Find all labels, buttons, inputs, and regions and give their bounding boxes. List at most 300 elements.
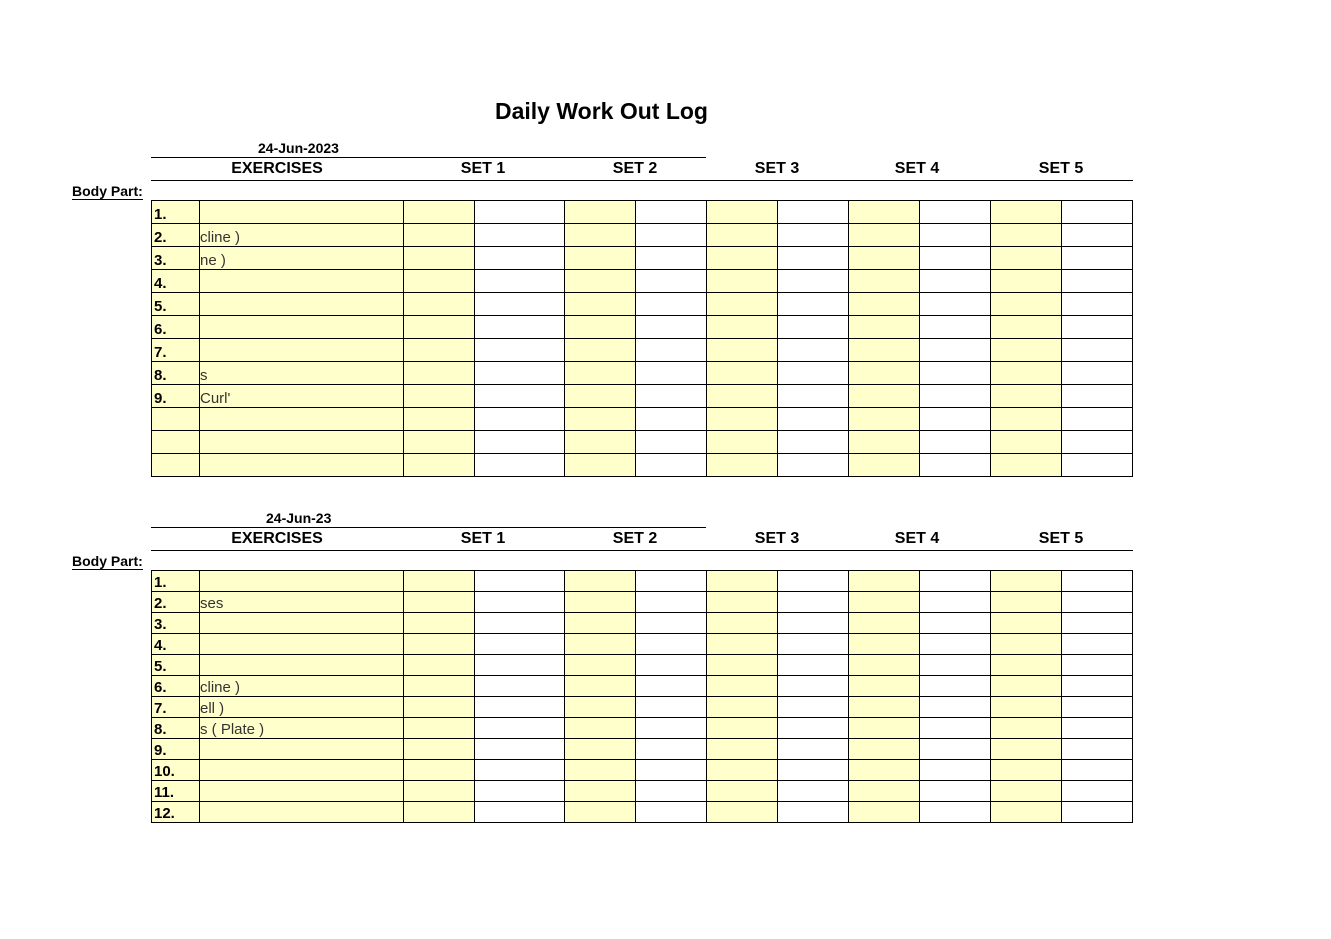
set1-weight-cell[interactable] [404,592,475,613]
set3-reps-cell[interactable] [778,697,849,718]
set5-reps-cell[interactable] [1062,247,1133,270]
set2-weight-cell[interactable] [565,454,636,477]
row-number: 11. [152,781,200,802]
set2-weight-cell[interactable] [565,634,636,655]
set4-weight-cell[interactable] [849,781,920,802]
set1-weight-cell[interactable] [404,802,475,823]
set5-reps-cell[interactable] [1062,613,1133,634]
set3-reps-cell[interactable] [778,718,849,739]
set1-reps-cell[interactable] [475,655,565,676]
set4-weight-cell[interactable] [849,201,920,224]
set2-reps-cell[interactable] [636,802,707,823]
set5-reps-cell[interactable] [1062,739,1133,760]
set2-reps-cell[interactable] [636,718,707,739]
set4-weight-cell[interactable] [849,697,920,718]
set4-weight-cell[interactable] [849,739,920,760]
exercise-table [151,570,1133,823]
set2-reps-cell[interactable] [636,454,707,477]
body-part-label: Body Part: [72,553,143,569]
set3-reps-cell[interactable] [778,431,849,454]
exercise-cell[interactable] [200,739,404,760]
set5-weight-cell[interactable] [991,339,1062,362]
set1-reps-cell[interactable] [475,339,565,362]
set5-reps-cell[interactable] [1062,431,1133,454]
set1-weight-cell[interactable] [404,613,475,634]
set3-reps-cell[interactable] [778,634,849,655]
set5-weight-cell[interactable] [991,270,1062,293]
set4-weight-cell[interactable] [849,760,920,781]
set4-weight-cell[interactable] [849,408,920,431]
set3-weight-cell[interactable] [707,802,778,823]
set4-weight-cell[interactable] [849,316,920,339]
set5-weight-cell[interactable] [991,247,1062,270]
set1-weight-cell[interactable] [404,293,475,316]
set3-weight-cell[interactable] [707,718,778,739]
set4-reps-cell[interactable] [920,431,991,454]
page-title: Daily Work Out Log [495,98,708,124]
set5-reps-cell[interactable] [1062,201,1133,224]
row-number: 3. [152,613,200,634]
exercise-cell[interactable] [200,655,404,676]
row-number: 12. [152,802,200,823]
set1-weight-cell[interactable] [404,201,475,224]
set1-reps-cell[interactable] [475,408,565,431]
exercise-cell[interactable]: ses [200,592,404,613]
set5-reps-cell[interactable] [1062,655,1133,676]
set5-reps-cell[interactable] [1062,293,1133,316]
set1-reps-cell[interactable] [475,634,565,655]
set5-reps-cell[interactable] [1062,634,1133,655]
set1-weight-cell[interactable] [404,655,475,676]
row-number: 8. [152,362,200,385]
set3-reps-cell[interactable] [778,385,849,408]
table-row [152,592,1133,613]
set1-reps-cell[interactable] [475,760,565,781]
set3-reps-cell[interactable] [778,655,849,676]
set1-weight-cell[interactable] [404,781,475,802]
row-number: 5. [152,655,200,676]
set2-reps-cell[interactable] [636,293,707,316]
set2-reps-cell[interactable] [636,431,707,454]
set5-reps-cell[interactable] [1062,781,1133,802]
set4-reps-cell[interactable] [920,592,991,613]
set3-weight-cell[interactable] [707,270,778,293]
set2-reps-cell[interactable] [636,781,707,802]
set5-weight-cell[interactable] [991,655,1062,676]
set5-reps-cell[interactable] [1062,385,1133,408]
set3-weight-cell[interactable] [707,316,778,339]
set2-reps-cell[interactable] [636,270,707,293]
set4-reps-cell[interactable] [920,316,991,339]
set2-reps-cell[interactable] [636,247,707,270]
set2-reps-cell[interactable] [636,760,707,781]
set2-reps-cell[interactable] [636,316,707,339]
set2-weight-cell[interactable] [565,339,636,362]
set5-reps-cell[interactable] [1062,718,1133,739]
set3-weight-cell[interactable] [707,339,778,362]
set2-weight-cell[interactable] [565,293,636,316]
set1-reps-cell[interactable] [475,293,565,316]
set1-reps-cell[interactable] [475,571,565,592]
set5-reps-cell[interactable] [1062,802,1133,823]
exercise-cell[interactable]: cline ) [200,676,404,697]
set2-reps-cell[interactable] [636,408,707,431]
exercise-cell[interactable] [200,270,404,293]
set2-header: SET 2 [612,160,658,177]
set3-reps-cell[interactable] [778,270,849,293]
set2-weight-cell[interactable] [565,697,636,718]
set3-reps-cell[interactable] [778,362,849,385]
set1-weight-cell[interactable] [404,431,475,454]
set2-weight-cell[interactable] [565,739,636,760]
set2-weight-cell[interactable] [565,571,636,592]
set4-weight-cell[interactable] [849,634,920,655]
set5-weight-cell[interactable] [991,385,1062,408]
set3-reps-cell[interactable] [778,201,849,224]
exercise-cell[interactable]: s [200,362,404,385]
table-row [152,760,1133,781]
set3-weight-cell[interactable] [707,408,778,431]
set2-reps-cell[interactable] [636,339,707,362]
row-number [152,408,200,431]
exercise-cell[interactable] [200,781,404,802]
row-number: 6. [152,316,200,339]
set1-reps-cell[interactable] [475,247,565,270]
set3-weight-cell[interactable] [707,362,778,385]
set2-weight-cell[interactable] [565,201,636,224]
set1-weight-cell[interactable] [404,634,475,655]
exercise-cell[interactable] [200,339,404,362]
set3-weight-cell[interactable] [707,676,778,697]
set3-reps-cell[interactable] [778,454,849,477]
set2-weight-cell[interactable] [565,655,636,676]
set5-reps-cell[interactable] [1062,676,1133,697]
row-number [152,431,200,454]
set1-reps-cell[interactable] [475,592,565,613]
set5-weight-cell[interactable] [991,408,1062,431]
set1-reps-cell[interactable] [475,739,565,760]
set1-reps-cell[interactable] [475,613,565,634]
exercise-cell[interactable] [200,316,404,339]
row-number: 4. [152,634,200,655]
set5-weight-cell[interactable] [991,697,1062,718]
set5-weight-cell[interactable] [991,293,1062,316]
set3-reps-cell[interactable] [778,339,849,362]
column-header-row [151,528,1133,551]
set4-reps-cell[interactable] [920,408,991,431]
set2-reps-cell[interactable] [636,697,707,718]
set4-reps-cell[interactable] [920,571,991,592]
set4-reps-cell[interactable] [920,385,991,408]
set4-reps-cell[interactable] [920,247,991,270]
set4-reps-cell[interactable] [920,339,991,362]
set2-reps-cell[interactable] [636,571,707,592]
exercise-cell[interactable]: ell ) [200,697,404,718]
set5-reps-cell[interactable] [1062,362,1133,385]
set4-reps-cell[interactable] [920,293,991,316]
set3-reps-cell[interactable] [778,760,849,781]
set2-reps-cell[interactable] [636,634,707,655]
set4-weight-cell[interactable] [849,362,920,385]
set2-weight-cell[interactable] [565,247,636,270]
set4-weight-cell[interactable] [849,247,920,270]
exercise-cell[interactable] [200,408,404,431]
exercises-header: EXERCISES [231,530,323,547]
table-row [152,339,1133,362]
set4-header: SET 4 [894,160,940,177]
table-row [152,613,1133,634]
set3-reps-cell[interactable] [778,739,849,760]
set2-reps-cell[interactable] [636,655,707,676]
set3-weight-cell[interactable] [707,201,778,224]
set1-weight-cell[interactable] [404,760,475,781]
set1-weight-cell[interactable] [404,247,475,270]
set4-weight-cell[interactable] [849,571,920,592]
exercise-cell[interactable] [200,454,404,477]
set3-reps-cell[interactable] [778,224,849,247]
row-number: 4. [152,270,200,293]
set2-weight-cell[interactable] [565,362,636,385]
set4-reps-cell[interactable] [920,270,991,293]
set2-reps-cell[interactable] [636,739,707,760]
set4-weight-cell[interactable] [849,718,920,739]
exercise-cell[interactable] [200,571,404,592]
set2-reps-cell[interactable] [636,676,707,697]
set4-weight-cell[interactable] [849,339,920,362]
set5-weight-cell[interactable] [991,781,1062,802]
exercise-cell[interactable] [200,431,404,454]
set1-reps-cell[interactable] [475,697,565,718]
set3-weight-cell[interactable] [707,592,778,613]
set5-weight-cell[interactable] [991,454,1062,477]
set4-weight-cell[interactable] [849,655,920,676]
set2-weight-cell[interactable] [565,270,636,293]
set2-reps-cell[interactable] [636,613,707,634]
set3-weight-cell[interactable] [707,431,778,454]
set5-weight-cell[interactable] [991,362,1062,385]
set1-weight-cell[interactable] [404,408,475,431]
set4-reps-cell[interactable] [920,718,991,739]
set2-weight-cell[interactable] [565,385,636,408]
set4-reps-cell[interactable] [920,802,991,823]
set5-weight-cell[interactable] [991,316,1062,339]
set2-weight-cell[interactable] [565,760,636,781]
set1-reps-cell[interactable] [475,270,565,293]
set4-reps-cell[interactable] [920,634,991,655]
set3-weight-cell[interactable] [707,760,778,781]
row-number: 2. [152,224,200,247]
set4-weight-cell[interactable] [849,293,920,316]
set1-weight-cell[interactable] [404,362,475,385]
set4-reps-cell[interactable] [920,739,991,760]
set4-weight-cell[interactable] [849,802,920,823]
set1-header: SET 1 [460,160,506,177]
set1-header: SET 1 [460,530,506,547]
set3-weight-cell[interactable] [707,571,778,592]
set3-reps-cell[interactable] [778,781,849,802]
set5-weight-cell[interactable] [991,224,1062,247]
set1-reps-cell[interactable] [475,676,565,697]
set1-weight-cell[interactable] [404,454,475,477]
table-row [152,718,1133,739]
set1-reps-cell[interactable] [475,802,565,823]
set1-reps-cell[interactable] [475,781,565,802]
set3-weight-cell[interactable] [707,739,778,760]
set4-reps-cell[interactable] [920,201,991,224]
set2-reps-cell[interactable] [636,201,707,224]
exercise-cell[interactable] [200,613,404,634]
set2-weight-cell[interactable] [565,802,636,823]
set2-reps-cell[interactable] [636,224,707,247]
set5-weight-cell[interactable] [991,431,1062,454]
set1-reps-cell[interactable] [475,316,565,339]
set5-weight-cell[interactable] [991,571,1062,592]
set5-reps-cell[interactable] [1062,592,1133,613]
set5-reps-cell[interactable] [1062,224,1133,247]
set1-weight-cell[interactable] [404,718,475,739]
set3-weight-cell[interactable] [707,655,778,676]
set5-weight-cell[interactable] [991,592,1062,613]
set5-reps-cell[interactable] [1062,408,1133,431]
set3-weight-cell[interactable] [707,634,778,655]
set1-weight-cell[interactable] [404,339,475,362]
exercise-cell[interactable]: Curl' [200,385,404,408]
set5-weight-cell[interactable] [991,676,1062,697]
set2-weight-cell[interactable] [565,781,636,802]
set4-reps-cell[interactable] [920,781,991,802]
set4-reps-cell[interactable] [920,454,991,477]
set2-weight-cell[interactable] [565,316,636,339]
set4-weight-cell[interactable] [849,676,920,697]
set4-reps-cell[interactable] [920,224,991,247]
table-row [152,408,1133,431]
set1-reps-cell[interactable] [475,454,565,477]
set1-reps-cell[interactable] [475,431,565,454]
set2-weight-cell[interactable] [565,613,636,634]
set4-weight-cell[interactable] [849,431,920,454]
set2-weight-cell[interactable] [565,431,636,454]
set3-reps-cell[interactable] [778,571,849,592]
set3-header: SET 3 [754,160,800,177]
set1-weight-cell[interactable] [404,385,475,408]
set5-weight-cell[interactable] [991,718,1062,739]
set5-reps-cell[interactable] [1062,270,1133,293]
exercise-cell[interactable] [200,293,404,316]
set3-weight-cell[interactable] [707,385,778,408]
exercise-cell[interactable]: cline ) [200,224,404,247]
set5-reps-cell[interactable] [1062,454,1133,477]
set5-reps-cell[interactable] [1062,697,1133,718]
set3-reps-cell[interactable] [778,247,849,270]
set5-reps-cell[interactable] [1062,760,1133,781]
set5-reps-cell[interactable] [1062,571,1133,592]
set5-reps-cell[interactable] [1062,316,1133,339]
set2-weight-cell[interactable] [565,224,636,247]
set1-weight-cell[interactable] [404,224,475,247]
exercise-cell[interactable] [200,760,404,781]
set1-weight-cell[interactable] [404,676,475,697]
set3-weight-cell[interactable] [707,224,778,247]
set5-weight-cell[interactable] [991,634,1062,655]
exercise-cell[interactable]: ne ) [200,247,404,270]
set3-reps-cell[interactable] [778,293,849,316]
set5-weight-cell[interactable] [991,802,1062,823]
set3-weight-cell[interactable] [707,293,778,316]
set1-reps-cell[interactable] [475,362,565,385]
set4-reps-cell[interactable] [920,760,991,781]
row-number: 10. [152,760,200,781]
exercise-cell[interactable] [200,201,404,224]
set4-weight-cell[interactable] [849,385,920,408]
set3-reps-cell[interactable] [778,613,849,634]
set3-weight-cell[interactable] [707,697,778,718]
table-row [152,676,1133,697]
set3-weight-cell[interactable] [707,613,778,634]
set2-weight-cell[interactable] [565,592,636,613]
set1-weight-cell[interactable] [404,739,475,760]
set2-weight-cell[interactable] [565,408,636,431]
set4-weight-cell[interactable] [849,592,920,613]
set1-weight-cell[interactable] [404,270,475,293]
set2-weight-cell[interactable] [565,676,636,697]
set4-reps-cell[interactable] [920,697,991,718]
exercise-cell[interactable] [200,802,404,823]
set1-weight-cell[interactable] [404,316,475,339]
set4-weight-cell[interactable] [849,454,920,477]
row-number: 1. [152,571,200,592]
row-number: 1. [152,201,200,224]
set1-reps-cell[interactable] [475,201,565,224]
set4-reps-cell[interactable] [920,676,991,697]
table-row [152,385,1133,408]
set1-weight-cell[interactable] [404,571,475,592]
set4-reps-cell[interactable] [920,655,991,676]
table-row [152,270,1133,293]
set3-weight-cell[interactable] [707,247,778,270]
set5-weight-cell[interactable] [991,613,1062,634]
set4-header: SET 4 [894,530,940,547]
set5-header: SET 5 [1038,530,1084,547]
set1-reps-cell[interactable] [475,718,565,739]
set3-weight-cell[interactable] [707,781,778,802]
set5-weight-cell[interactable] [991,739,1062,760]
set3-reps-cell[interactable] [778,408,849,431]
set3-reps-cell[interactable] [778,676,849,697]
set1-reps-cell[interactable] [475,224,565,247]
set3-weight-cell[interactable] [707,454,778,477]
set3-reps-cell[interactable] [778,316,849,339]
row-number: 9. [152,385,200,408]
set3-reps-cell[interactable] [778,592,849,613]
set1-weight-cell[interactable] [404,697,475,718]
set3-reps-cell[interactable] [778,802,849,823]
exercise-cell[interactable]: s ( Plate ) [200,718,404,739]
set5-weight-cell[interactable] [991,201,1062,224]
set2-reps-cell[interactable] [636,592,707,613]
set4-reps-cell[interactable] [920,613,991,634]
set4-weight-cell[interactable] [849,613,920,634]
set4-weight-cell[interactable] [849,270,920,293]
set4-weight-cell[interactable] [849,224,920,247]
set2-reps-cell[interactable] [636,385,707,408]
set2-reps-cell[interactable] [636,362,707,385]
set4-reps-cell[interactable] [920,362,991,385]
set5-weight-cell[interactable] [991,760,1062,781]
set5-reps-cell[interactable] [1062,339,1133,362]
set1-reps-cell[interactable] [475,385,565,408]
set2-weight-cell[interactable] [565,718,636,739]
exercise-cell[interactable] [200,634,404,655]
